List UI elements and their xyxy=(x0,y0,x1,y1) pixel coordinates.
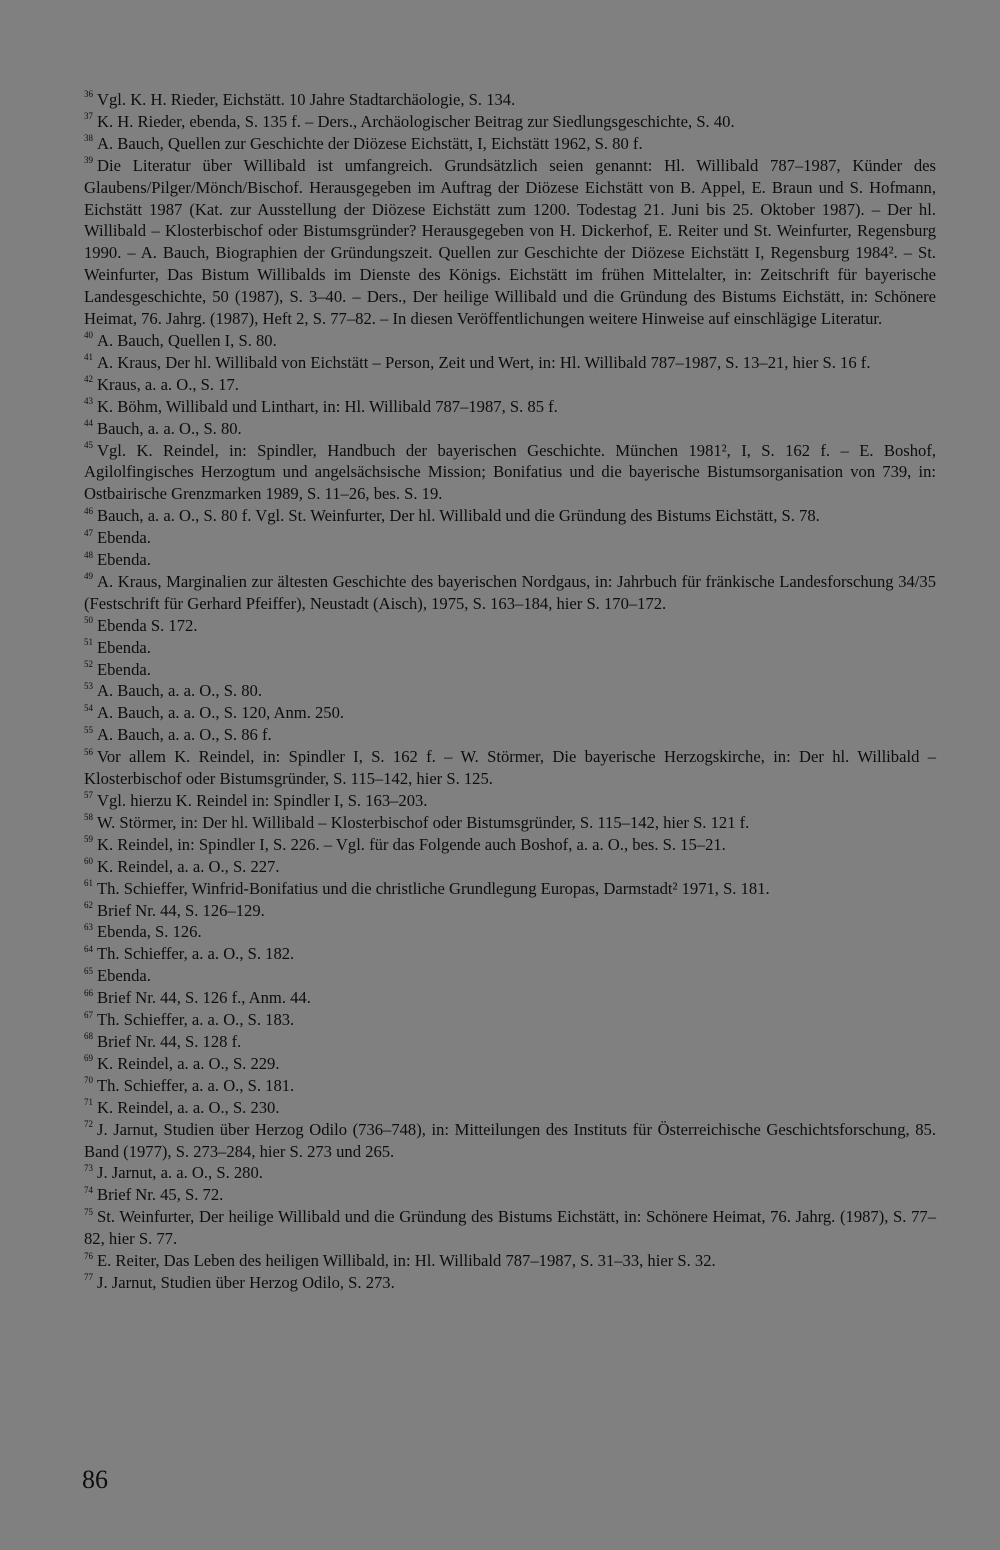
footnote-text: A. Bauch, a. a. O., S. 86 f. xyxy=(97,725,272,745)
footnote xyxy=(84,1184,936,1206)
footnote-text: Vgl. K. H. Rieder, Eichstätt. 10 Jahre Stadtarchäologie, S. 134. xyxy=(97,90,516,109)
footnote xyxy=(84,111,936,133)
footnote xyxy=(84,440,936,506)
footnote-text: A. Bauch, Quellen zur Geschichte der Diözese Eichstätt, I, Eichstätt 1962, S. 80 f. xyxy=(97,133,643,153)
footnote xyxy=(84,637,936,659)
footnote-number: 72 xyxy=(84,1119,93,1130)
footnote-number: 48 xyxy=(84,549,93,560)
footnote-number: 71 xyxy=(84,1097,93,1108)
footnote xyxy=(84,374,936,396)
footnote xyxy=(84,659,936,681)
footnote-text: J. Jarnut, a. a. O., S. 280. xyxy=(97,1163,263,1183)
footnote-number: 49 xyxy=(84,571,93,582)
footnote xyxy=(84,1075,936,1097)
footnote-text: Brief Nr. 44, S. 126–129. xyxy=(97,900,265,920)
footnote-number: 54 xyxy=(84,702,93,713)
footnote-number: 44 xyxy=(84,418,93,429)
footnote-number: 77 xyxy=(84,1272,93,1283)
footnote-number: 37 xyxy=(84,111,93,122)
footnote xyxy=(84,1206,936,1250)
footnote xyxy=(84,834,936,856)
footnote-number: 42 xyxy=(84,374,93,385)
footnote xyxy=(84,900,936,922)
footnote-number: 46 xyxy=(84,505,93,516)
footnote-number: 68 xyxy=(84,1031,93,1042)
footnote-text: K. Reindel, in: Spindler I, S. 226. – Vgl. für das Folgende auch Boshof, a. a. O., bes. S. 15–21. xyxy=(97,834,726,854)
footnote-text: Vgl. K. Reindel, in: Spindler, Handbuch der bayerischen Geschichte. München 1981², I, S. 162 f. – E. Boshof, Agilolfingisches Herzogtum und angelsächsische Mission; Bonifatius und die bayerische Bistumsorganisation von 739, in: Ostbairische Grenzmarken 1989, S. 11–26, bes. S. 19. xyxy=(84,440,936,504)
footnote-text: Ebenda. xyxy=(97,637,151,657)
footnote xyxy=(84,527,936,549)
footnote-text: K. H. Rieder, ebenda, S. 135 f. – Ders., Archäologischer Beitrag zur Siedlungsgeschichte, S. 40. xyxy=(97,111,735,131)
footnote-number: 59 xyxy=(84,834,93,845)
footnote-number: 63 xyxy=(84,921,93,932)
footnote-number: 61 xyxy=(84,878,93,889)
footnote xyxy=(84,89,936,111)
footnote-text: Ebenda. xyxy=(97,550,151,570)
footnote-number: 57 xyxy=(84,790,93,801)
footnote xyxy=(84,724,936,746)
footnote-text: Ebenda. xyxy=(97,659,151,679)
footnote-text: Ebenda. xyxy=(97,528,151,548)
footnote-number: 36 xyxy=(84,89,93,100)
footnote-number: 67 xyxy=(84,1009,93,1020)
footnote-text: Ebenda, S. 126. xyxy=(97,922,202,942)
footnote-number: 39 xyxy=(84,155,93,166)
footnote-text: Bauch, a. a. O., S. 80 f. Vgl. St. Weinfurter, Der hl. Willibald und die Gründung des Bistums Eichstätt, S. 78. xyxy=(97,506,820,526)
footnote-text: K. Reindel, a. a. O., S. 227. xyxy=(97,856,280,876)
footnote-number: 76 xyxy=(84,1250,93,1261)
footnote xyxy=(84,943,936,965)
footnote xyxy=(84,965,936,987)
footnote xyxy=(84,702,936,724)
footnote-text: J. Jarnut, Studien über Herzog Odilo (736–748), in: Mitteilungen des Instituts für Österreichische Geschichtsforschung, 85. Band (1977), S. 273–284, hier S. 273 und 265. xyxy=(84,1119,936,1161)
page-number: 86 xyxy=(82,1465,108,1494)
footnote-text: W. Störmer, in: Der hl. Willibald – Klosterbischof oder Bistumsgründer, S. 115–142, hier S. 121 f. xyxy=(97,812,750,832)
footnote-number: 69 xyxy=(84,1053,93,1064)
footnote xyxy=(84,812,936,834)
footnote-text: A. Bauch, a. a. O., S. 80. xyxy=(97,681,262,701)
footnote-text: Th. Schieffer, a. a. O., S. 183. xyxy=(97,1010,295,1030)
footnote-number: 74 xyxy=(84,1184,93,1195)
footnote-text: Brief Nr. 44, S. 128 f. xyxy=(97,1031,242,1051)
footnote-text: A. Kraus, Der hl. Willibald von Eichstätt – Person, Zeit und Wert, in: Hl. Willibald 787–1987, S. 13–21, hier S. 16 f. xyxy=(97,352,871,372)
footnote-number: 75 xyxy=(84,1206,93,1217)
footnote-text: A. Bauch, Quellen I, S. 80. xyxy=(97,330,277,350)
footnote xyxy=(84,396,936,418)
footnote xyxy=(84,1031,936,1053)
footnote-text: J. Jarnut, Studien über Herzog Odilo, S. 273. xyxy=(97,1272,395,1292)
footnote-text: K. Böhm, Willibald und Linthart, in: Hl. Willibald 787–1987, S. 85 f. xyxy=(97,396,558,416)
footnotes-block xyxy=(84,89,936,1294)
footnote xyxy=(84,1272,936,1294)
footnote-text: Die Literatur über Willibald ist umfangreich. Grundsätzlich seien genannt: Hl. Willibald 787–1987, Künder des Glaubens/Pilger/Mönch/Bischof. Herausgegeben im Auftrag der Diözese Eichstätt von B. Appel, E. Braun und S. Hofmann, Eichstätt 1987 (Kat. zur Ausstellung der Diözese Eichstätt zum 1200. Todestag 21. Juni bis 25. Oktober 1987). – Der hl. Willibald – Klosterbischof oder Bistumsgründer? Herausgegeben von H. Dickerhof, E. Reiter und St. Weinfurter, Regensburg 1990. – A. Bauch, Biographien der Gründungszeit. Quellen zur Geschichte der Diözese Eichstätt I, Regensburg 1984². – St. Weinfurter, Das Bistum Willibalds im Dienste des Königs. Eichstätt im frühen Mittelalter, in: Zeitschrift für bayerische Landesgeschichte, 50 (1987), S. 3–40. – Ders., Der heilige Willibald und die Gründung des Bistums Eichstätt, in: Schönere Heimat, 76. Jahrg. (1987), Heft 2, S. 77–82. – In diesen Veröffentlichungen weitere Hinweise auf einschlägige Literatur. xyxy=(84,155,936,329)
footnote-text: Brief Nr. 44, S. 126 f., Anm. 44. xyxy=(97,988,311,1008)
footnote xyxy=(84,505,936,527)
footnote-number: 50 xyxy=(84,615,93,626)
footnote xyxy=(84,1009,936,1031)
footnote xyxy=(84,856,936,878)
footnote-number: 73 xyxy=(84,1162,93,1173)
footnote-number: 55 xyxy=(84,724,93,735)
footnote-text: Bauch, a. a. O., S. 80. xyxy=(97,418,242,438)
footnote-text: Brief Nr. 45, S. 72. xyxy=(97,1185,224,1205)
footnote xyxy=(84,549,936,571)
footnote-number: 52 xyxy=(84,659,93,670)
footnote xyxy=(84,352,936,374)
footnote xyxy=(84,878,936,900)
footnote xyxy=(84,1097,936,1119)
footnote-text: Th. Schieffer, a. a. O., S. 181. xyxy=(97,1075,295,1095)
footnote-text: Vor allem K. Reindel, in: Spindler I, S. 162 f. – W. Störmer, Die bayerische Herzogskirche, in: Der hl. Willibald – Klosterbischof oder Bistumsgründer, S. 115–142, hier S. 125. xyxy=(84,747,936,789)
footnote-number: 62 xyxy=(84,900,93,910)
footnote-number: 65 xyxy=(84,965,93,976)
footnote-number: 40 xyxy=(84,330,93,341)
footnote xyxy=(84,571,936,615)
footnote xyxy=(84,155,936,330)
footnote xyxy=(84,418,936,440)
footnote xyxy=(84,133,936,155)
footnote-number: 53 xyxy=(84,680,93,691)
footnote-number: 43 xyxy=(84,396,93,407)
footnote-number: 41 xyxy=(84,352,93,363)
footnote-number: 70 xyxy=(84,1075,93,1086)
footnote xyxy=(84,615,936,637)
footnote xyxy=(84,1119,936,1163)
footnote-number: 58 xyxy=(84,812,93,823)
footnote xyxy=(84,1053,936,1075)
footnote xyxy=(84,1250,936,1272)
footnote-number: 45 xyxy=(84,439,93,450)
footnote-number: 56 xyxy=(84,746,93,757)
footnote xyxy=(84,680,936,702)
footnote-number: 47 xyxy=(84,527,93,538)
footnote-text: St. Weinfurter, Der heilige Willibald und die Gründung des Bistums Eichstätt, in: Schönere Heimat, 76. Jahrg. (1987), S. 77–82, hier S. 77. xyxy=(84,1207,936,1249)
footnote-text: Kraus, a. a. O., S. 17. xyxy=(97,374,239,394)
footnote xyxy=(84,746,936,790)
footnote-text: A. Bauch, a. a. O., S. 120, Anm. 250. xyxy=(97,703,345,723)
footnote xyxy=(84,921,936,943)
footnote-text: K. Reindel, a. a. O., S. 229. xyxy=(97,1053,280,1073)
footnote-number: 51 xyxy=(84,637,93,648)
footnote-number: 60 xyxy=(84,856,93,867)
footnote-text: Th. Schieffer, Winfrid-Bonifatius und die christliche Grundlegung Europas, Darmstadt² 1971, S. 181. xyxy=(97,878,770,898)
footnote-number: 38 xyxy=(84,133,93,144)
footnote-text: Vgl. hierzu K. Reindel in: Spindler I, S. 163–203. xyxy=(97,791,428,810)
footnote-number: 66 xyxy=(84,987,93,998)
footnote-text: E. Reiter, Das Leben des heiligen Willibald, in: Hl. Willibald 787–1987, S. 31–33, hier S. 32. xyxy=(97,1251,716,1271)
footnote xyxy=(84,987,936,1009)
footnote xyxy=(84,1162,936,1184)
footnote-text: Th. Schieffer, a. a. O., S. 182. xyxy=(97,944,295,964)
footnote-text: Ebenda S. 172. xyxy=(97,615,198,635)
footnote xyxy=(84,790,936,812)
footnote-text: A. Kraus, Marginalien zur ältesten Geschichte des bayerischen Nordgaus, in: Jahrbuch für fränkische Landesforschung 34/35 (Festschrift für Gerhard Pfeiffer), Neustadt (Aisch), 1975, S. 163–184, hier S. 170–172. xyxy=(84,571,936,613)
footnote xyxy=(84,330,936,352)
footnote-text: Ebenda. xyxy=(97,966,151,986)
footnote-number: 64 xyxy=(84,943,93,954)
footnote-text: K. Reindel, a. a. O., S. 230. xyxy=(97,1097,280,1117)
